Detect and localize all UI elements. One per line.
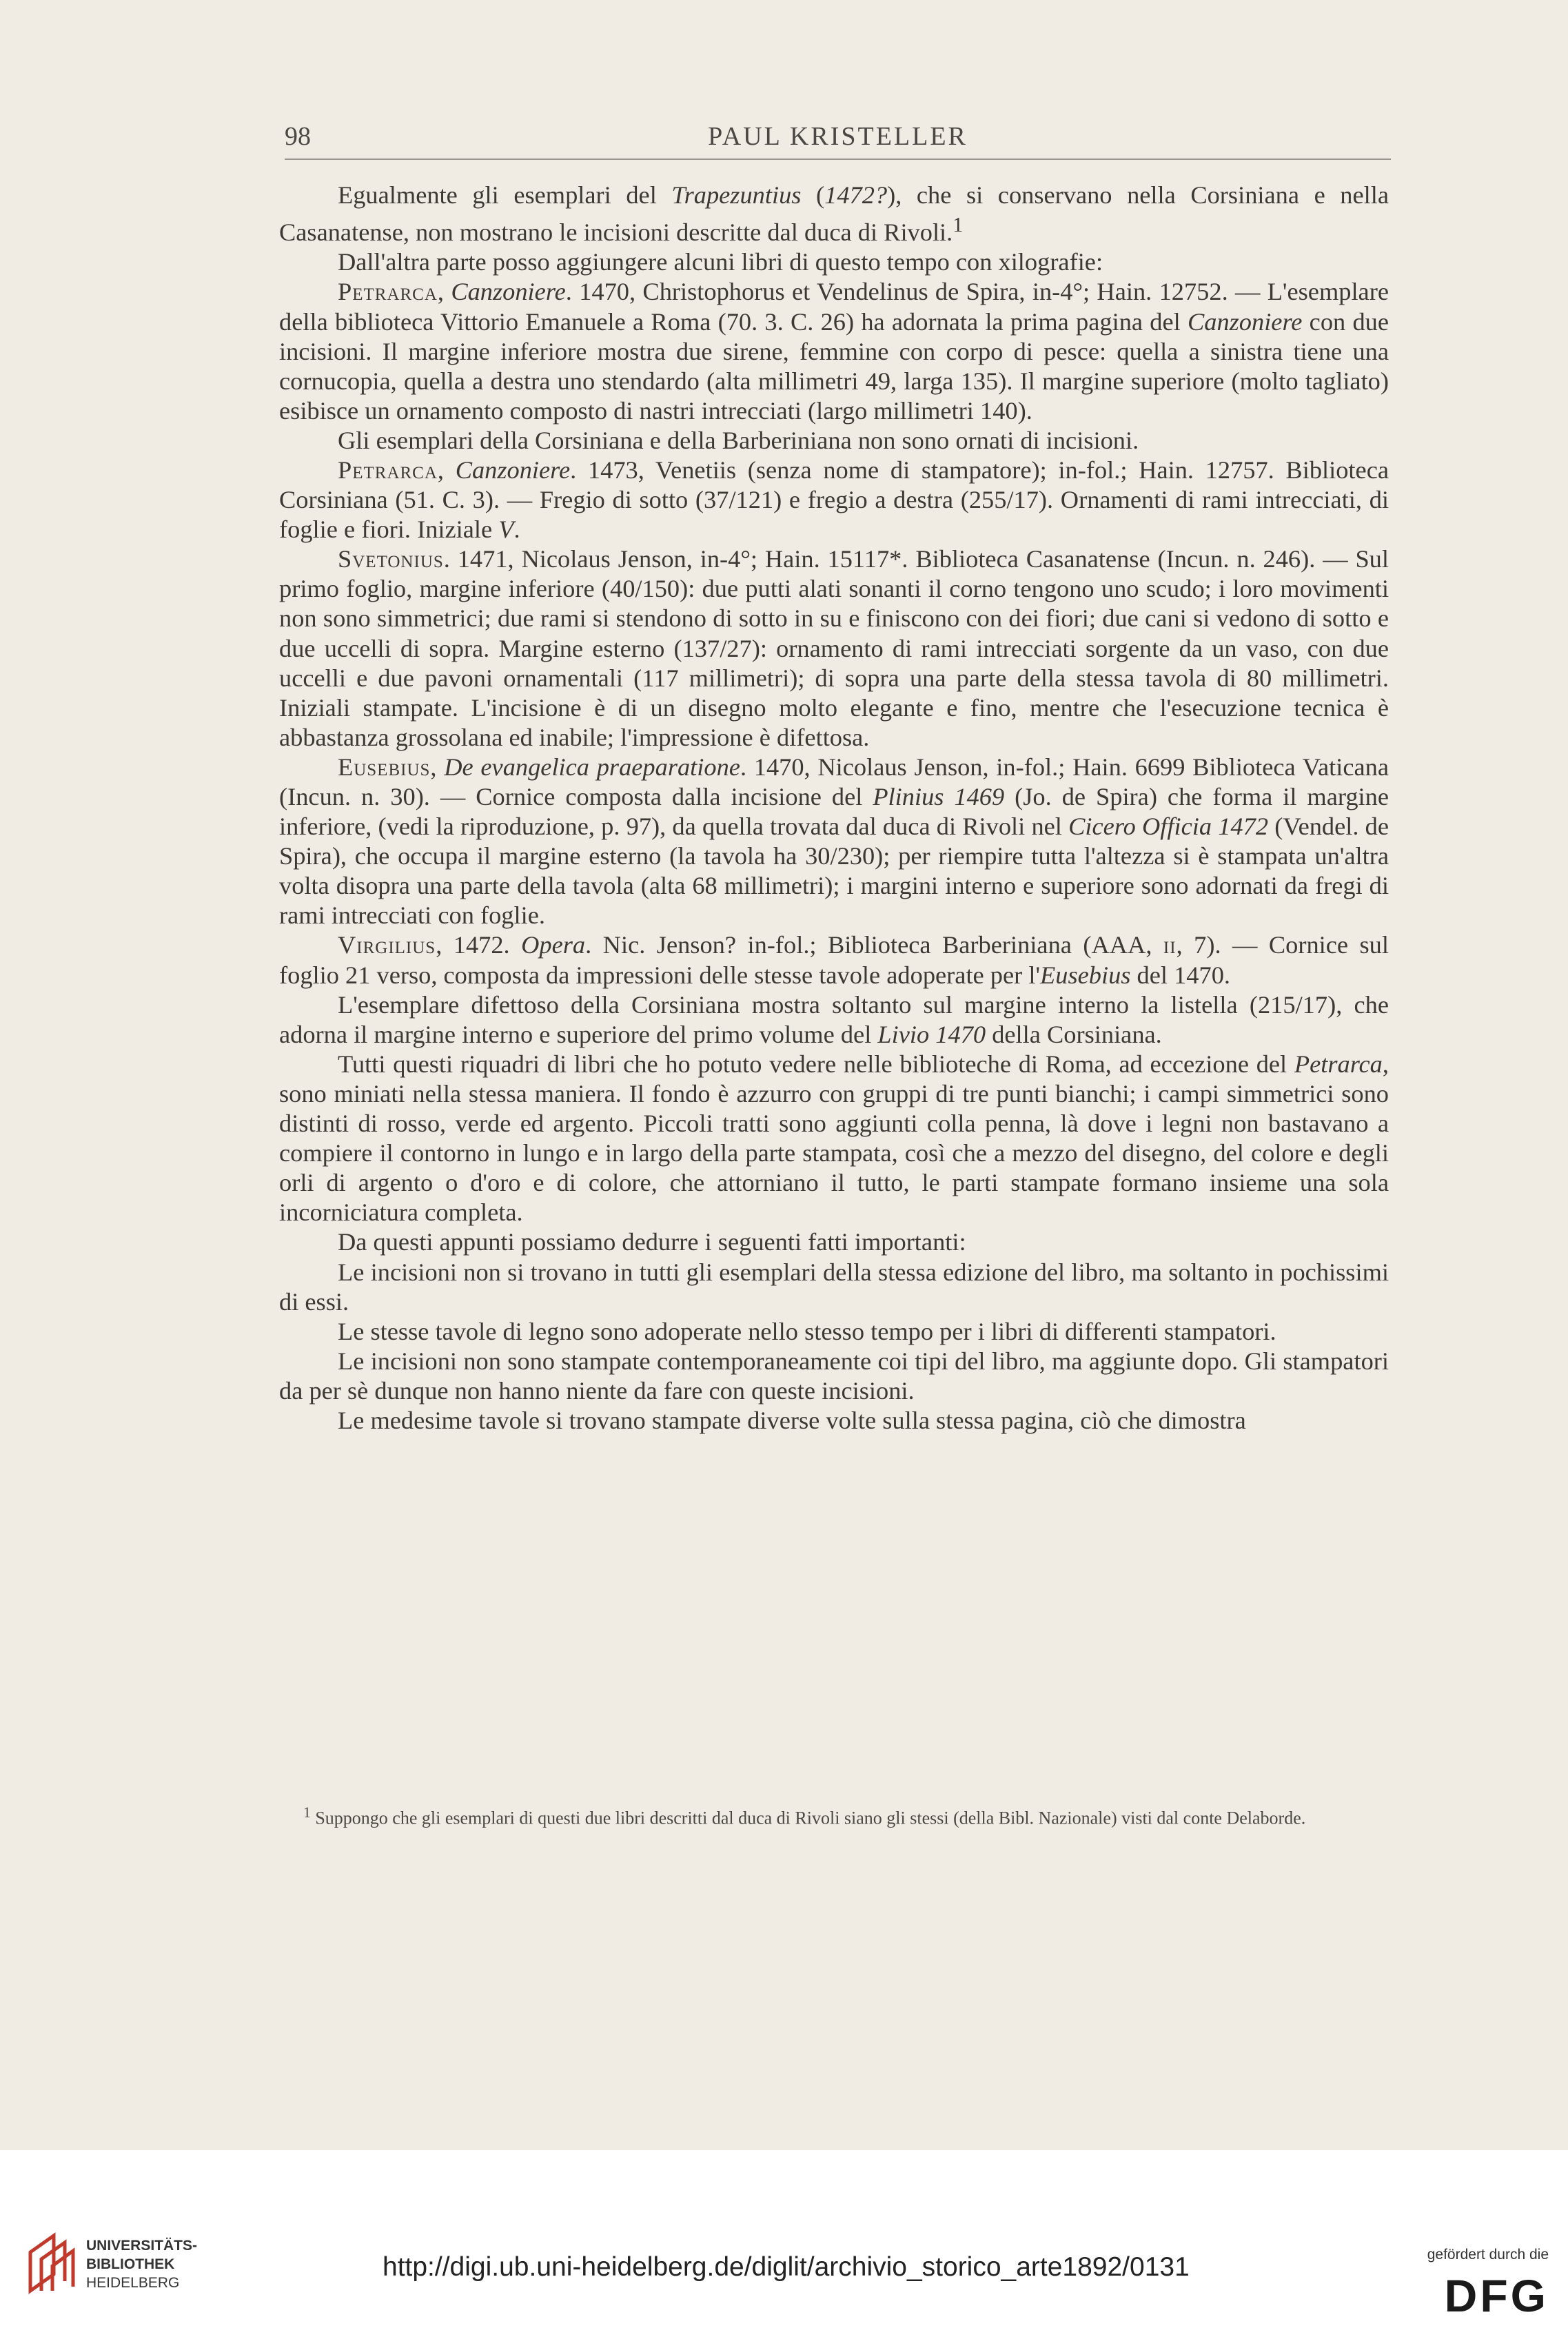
- paragraph: Gli esemplari della Corsiniana e della Barberiniana non sono ornati di incisioni.: [338, 426, 1139, 454]
- footnote-ref: 1: [953, 213, 964, 237]
- paragraph: Egualmente gli esemplari del Trapezuntius (1472?), che si conservano nella Corsiniana e nella Casanatense, non mostrano le incisioni descritte dal duca di Rivoli.$^1$: [279, 181, 1389, 247]
- digitization-footer: [0, 2150, 1568, 2328]
- dfg-logo: DFG: [1444, 2270, 1549, 2321]
- funded-by-label: gefördert durch die: [1427, 2247, 1549, 2263]
- paragraph: Tutti questi riquadri di libri che ho potuto vedere nelle biblioteche di Roma, ad eccezione del Petrarca, sono miniati nella stessa maniera. Il fondo è azzurro con gruppi di tre punti bianchi; i campi simmetrici sono distinti di rosso, verde ed argento. Piccoli tratti sono aggiunti colla penna, là dove i legni non bastavano a compiere il contorno in lungo e in largo della parte stampata, così che a mezzo del disegno, del colore e degli orli di argento o d'oro e di colore, che attorniano il tutto, le parti stampate formano insieme una sola incorniciatura completa.: [279, 1050, 1389, 1227]
- library-logo-icon: [26, 2232, 76, 2295]
- page-header: [285, 116, 1391, 157]
- paragraph: Petrarca, Canzoniere. 1470, Christophorus et Vendelinus de Spira, in-4°; Hain. 12752. — L'esemplare della biblioteca Vittorio Emanuele a Roma (70. 3. C. 26) ha adornata la prima pagina del Canzoniere con due incisioni. Il margine inferiore mostra due sirene, femmine con corpo di pesce: quella a sinistra tiene una cornucopia, quella a destra uno stendardo (alta millimetri 49, larga 135). Il margine superiore (molto tagliato) esibisce un ornamento composto di nastri intrecciati (largo millimetri 140).: [279, 278, 1389, 425]
- footnote-marker: 1: [303, 1804, 311, 1821]
- body-text: [279, 181, 1389, 1436]
- paragraph: Le incisioni non sono stampate contemporaneamente coi tipi del libro, ma aggiunte dopo. Gli stampatori da per sè dunque non hanno niente da fare con queste incisioni.: [279, 1347, 1389, 1405]
- header-rule: [285, 159, 1391, 160]
- source-url-link[interactable]: http://digi.ub.uni-heidelberg.de/diglit/archivio_storico_arte1892/0131: [383, 2252, 1190, 2282]
- footnote-text: Suppongo che gli esemplari di questi due libri descritti dal duca di Rivoli siano gli stessi (della Bibl. Nazionale) visti dal conte Delaborde.: [310, 1808, 1306, 1828]
- paragraph: Le incisioni non si trovano in tutti gli esemplari della stessa edizione del libro, ma soltanto in pochissimi di essi.: [279, 1258, 1389, 1316]
- paragraph: Eusebius, De evangelica praeparatione. 1470, Nicolaus Jenson, in-fol.; Hain. 6699 Biblioteca Vaticana (Incun. n. 30). — Cornice composta dalla incisione del Plinius 1469 (Jo. de Spira) che forma il margine inferiore, (vedi la riproduzione, p. 97), da quella trovata dal duca di Rivoli nel Cicero Officia 1472 (Vendel. de Spira), che occupa il margine esterno (la tavola ha 30/230); per riempire tutta l'altezza si è stampata un'altra volta disopra una parte della tavola (alta 68 millimetri); i margini interno e superiore sono adornati da fregi di rami intrecciati con foglie.: [279, 753, 1389, 930]
- paragraph: Svetonius. 1471, Nicolaus Jenson, in-4°; Hain. 15117*. Biblioteca Casanatense (Incun. n. 246). — Sul primo foglio, margine inferiore (40/150): due putti alati sonanti il corno tengono uno scudo; i loro movimenti non sono simmetrici; due rami si stendono di sotto in su e finiscono con dei fiori; due cani si vedono di sotto e due uccelli di sopra. Margine esterno (137/27): ornamento di rami intrecciati sorgente da un vaso, con due uccelli e due pavoni ornamentali (117 millimetri); di sopra una parte della stessa tavola di 80 millimetri. Iniziali stampate. L'incisione è di un disegno molto elegante e fino, mentre che l'esecuzione tecnica è abbastanza grossolana ed inabile; l'impressione è difettosa.: [279, 545, 1389, 751]
- paragraph: Dall'altra parte posso aggiungere alcuni libri di questo tempo con xilografie:: [338, 248, 1103, 276]
- running-head: PAUL KRISTELLER: [708, 122, 968, 151]
- library-logo-text: UNIVERSITÄTS- BIBLIOTHEK HEIDELBERG: [86, 2238, 198, 2291]
- paragraph: Virgilius, 1472. Opera. Nic. Jenson? in-fol.; Biblioteca Barberiniana (AAA, ii, 7). — Cornice sul foglio 21 verso, composta da impressioni delle stesse tavole adoperate per l'Eusebius del 1470.: [279, 931, 1389, 989]
- paragraph: Petrarca, Canzoniere. 1473, Venetiis (senza nome di stampatore); in-fol.; Hain. 12757. Biblioteca Corsiniana (51. C. 3). — Fregio di sotto (37/121) e fregio a destra (255/17). Ornamenti di rami intrecciati, di foglie e fiori. Iniziale V.: [279, 456, 1389, 544]
- paragraph: Le stesse tavole di legno sono adoperate nello stesso tempo per i libri di differenti stampatori.: [338, 1317, 1276, 1345]
- paragraph: Da questi appunti possiamo dedurre i seguenti fatti importanti:: [338, 1228, 966, 1256]
- page-number: 98: [285, 122, 311, 151]
- paragraph: L'esemplare difettoso della Corsiniana mostra soltanto sul margine interno la listella (215/17), che adorna il margine interno e superiore del primo volume del Livio 1470 della Corsiniana.: [279, 990, 1389, 1048]
- paragraph: Le medesime tavole si trovano stampate diverse volte sulla stessa pagina, ciò che dimostra: [338, 1406, 1246, 1434]
- footnote: [279, 1800, 1389, 1831]
